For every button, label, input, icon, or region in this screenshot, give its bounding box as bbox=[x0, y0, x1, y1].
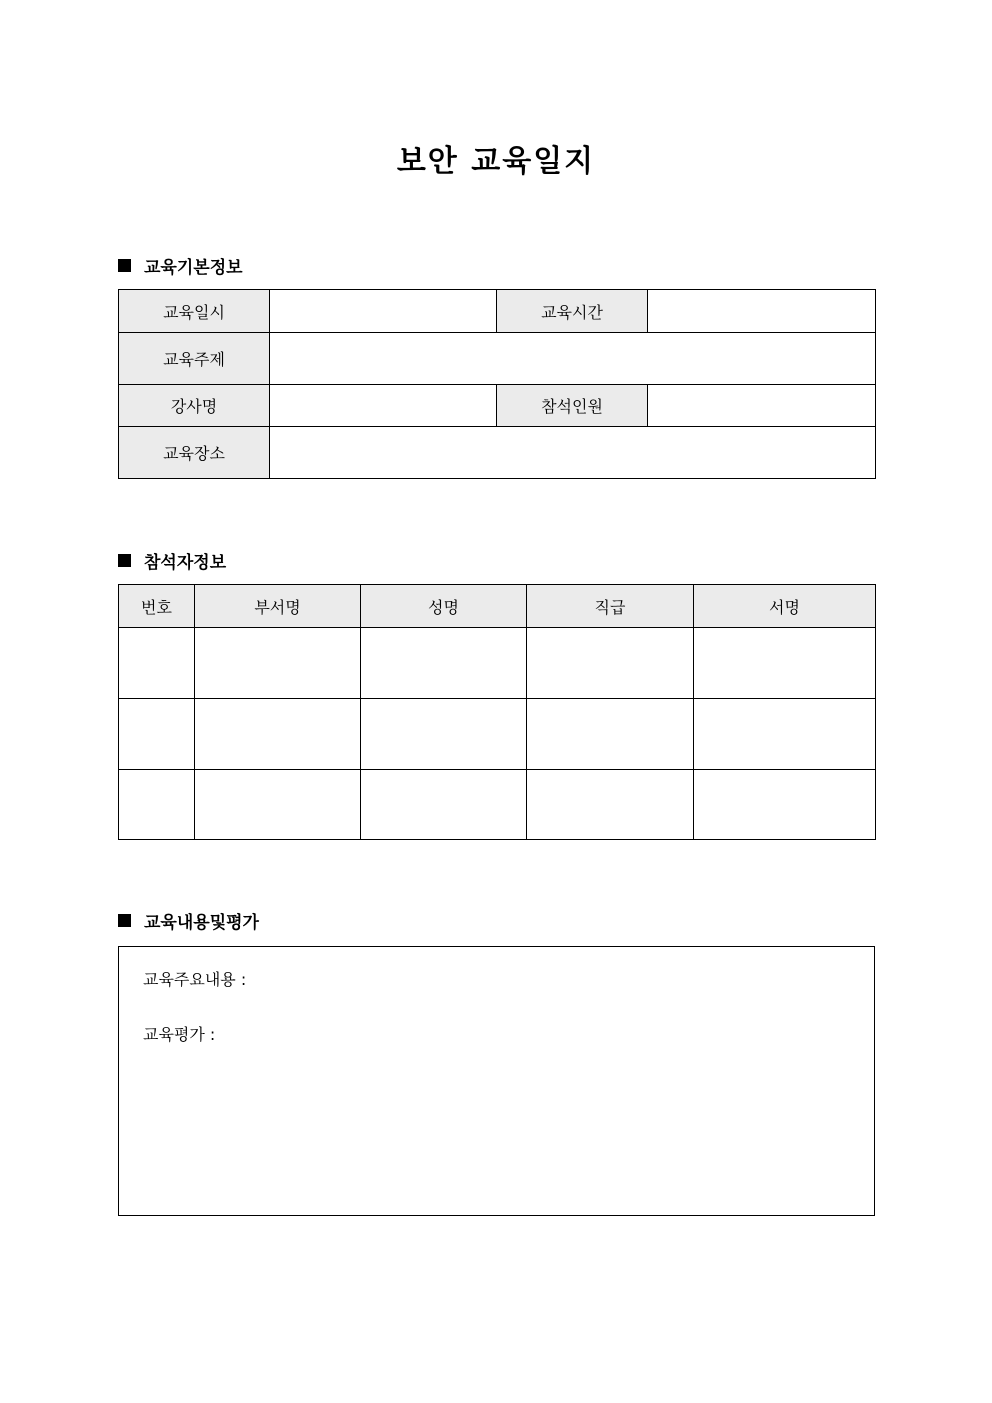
cell-name[interactable] bbox=[361, 628, 527, 699]
cell-signature[interactable] bbox=[694, 699, 876, 770]
column-header-name: 성명 bbox=[361, 585, 527, 628]
place-field[interactable] bbox=[270, 427, 876, 479]
table-row bbox=[119, 333, 876, 385]
table-header-row bbox=[119, 585, 876, 628]
table-row bbox=[119, 699, 876, 770]
table-row bbox=[119, 385, 876, 427]
main-content-label: 교육주요내용 : bbox=[143, 970, 247, 989]
time-label: 교육시간 bbox=[497, 290, 648, 333]
content-evaluation-box[interactable] bbox=[118, 946, 875, 1216]
attendees-count-label: 참석인원 bbox=[497, 385, 648, 427]
instructor-label: 강사명 bbox=[119, 385, 270, 427]
attendees-count-field[interactable] bbox=[648, 385, 876, 427]
square-bullet-icon bbox=[118, 554, 131, 567]
column-header-department: 부서명 bbox=[195, 585, 361, 628]
table-row bbox=[119, 770, 876, 840]
table-row bbox=[119, 290, 876, 333]
column-header-position: 직급 bbox=[527, 585, 694, 628]
instructor-field[interactable] bbox=[270, 385, 497, 427]
section-heading-attendees bbox=[118, 548, 226, 572]
table-row bbox=[119, 628, 876, 699]
cell-department[interactable] bbox=[195, 770, 361, 840]
cell-position[interactable] bbox=[527, 699, 694, 770]
topic-label: 교육주제 bbox=[119, 333, 270, 385]
column-header-signature: 서명 bbox=[694, 585, 876, 628]
square-bullet-icon bbox=[118, 914, 131, 927]
cell-position[interactable] bbox=[527, 770, 694, 840]
attendees-table bbox=[118, 584, 876, 840]
cell-name[interactable] bbox=[361, 699, 527, 770]
place-label: 교육장소 bbox=[119, 427, 270, 479]
section-heading-basic-info bbox=[118, 253, 243, 277]
cell-signature[interactable] bbox=[694, 770, 876, 840]
page-title: 보안 교육일지 bbox=[396, 144, 596, 179]
section-title: 교육기본정보 bbox=[144, 257, 243, 278]
cell-number[interactable] bbox=[119, 699, 195, 770]
section-title: 참석자정보 bbox=[144, 552, 227, 573]
date-label: 교육일시 bbox=[119, 290, 270, 333]
table-row bbox=[119, 427, 876, 479]
section-title: 교육내용및평가 bbox=[144, 912, 259, 933]
cell-number[interactable] bbox=[119, 770, 195, 840]
cell-name[interactable] bbox=[361, 770, 527, 840]
date-field[interactable] bbox=[270, 290, 497, 333]
time-field[interactable] bbox=[648, 290, 876, 333]
cell-number[interactable] bbox=[119, 628, 195, 699]
topic-field[interactable] bbox=[270, 333, 876, 385]
evaluation-label: 교육평가 : bbox=[143, 1025, 216, 1044]
cell-signature[interactable] bbox=[694, 628, 876, 699]
cell-position[interactable] bbox=[527, 628, 694, 699]
basic-info-table bbox=[118, 289, 876, 479]
square-bullet-icon bbox=[118, 259, 131, 272]
section-heading-content-eval bbox=[118, 908, 259, 932]
column-header-number: 번호 bbox=[119, 585, 195, 628]
cell-department[interactable] bbox=[195, 699, 361, 770]
cell-department[interactable] bbox=[195, 628, 361, 699]
